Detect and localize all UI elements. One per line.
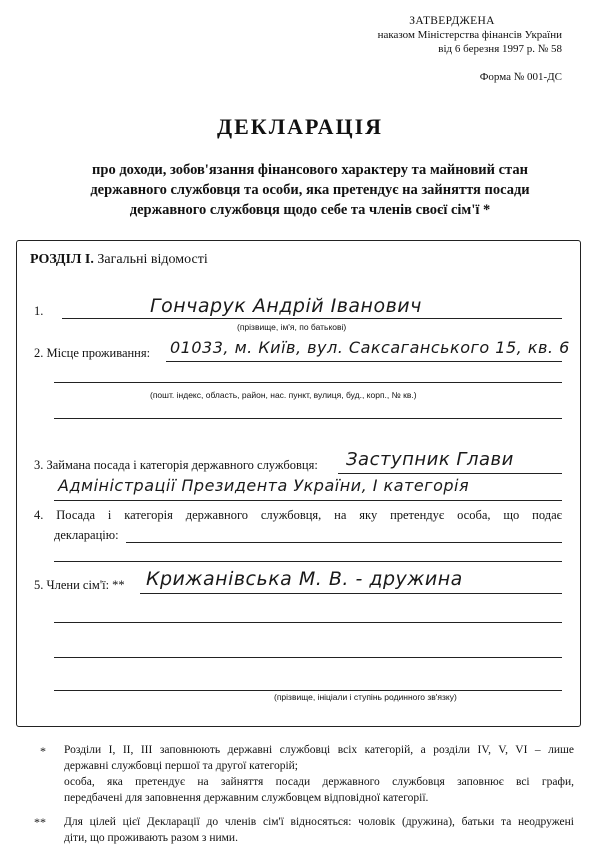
field-4-label-1: 4. Посада і категорія державного службовця, на яку претендує особа, що подає (34, 508, 562, 522)
field-3-line-2 (54, 500, 562, 501)
field-1-line (62, 318, 562, 319)
footnote-2-line-2: діти, що проживають разом з ними. (64, 832, 238, 844)
field-3-value-1[interactable]: Заступник Глави (346, 449, 514, 470)
field-5-label: 5. Члени сім'ї: ** (34, 578, 125, 592)
footnote-1-mark: * (40, 744, 46, 758)
field-5-line-3 (54, 657, 562, 658)
document-subtitle (40, 160, 580, 220)
field-1-number: 1. (34, 304, 44, 318)
footnote-2 (64, 814, 574, 846)
approval-stamp (302, 14, 562, 56)
field-3-label: 3. Займана посада і категорія державного службовця: (34, 458, 318, 472)
footnote-2-line-1: Для цілей цієї Декларації до членів сім'ї відносяться: чоловік (дружина), батьки та неодружені (64, 816, 574, 828)
field-5-line (140, 593, 562, 594)
section-heading (30, 252, 208, 268)
approved-date: від 6 березня 1997 р. № 58 (438, 43, 562, 55)
field-2-line-2 (54, 382, 562, 383)
field-5-value[interactable]: Крижанівська М. В. - дружина (146, 568, 463, 590)
document-title: ДЕКЛАРАЦІЯ (216, 114, 384, 139)
footnote-1 (64, 742, 574, 806)
field-3-line (338, 473, 562, 474)
approved-label: ЗАТВЕРДЖЕНА (409, 15, 495, 27)
field-2-value[interactable]: 01033, м. Київ, вул. Саксаганського 15, кв. 6 (170, 338, 570, 357)
section-title: Загальні відомості (97, 252, 208, 267)
footnote-1-line-1: Розділи І, ІІ, ІІІ заповнюють державні службовці всіх категорій, а розділи IV, V, VI – лише (64, 744, 574, 756)
subtitle-line-2: державного службовця та особи, яка претендує на зайняття посади (90, 182, 530, 198)
field-2-line-3 (54, 418, 562, 419)
section-label: РОЗДІЛ І. (30, 252, 94, 267)
field-4-label-2: декларацію: (54, 528, 119, 542)
field-5-line-2 (54, 622, 562, 623)
footnote-2-mark: ** (34, 815, 46, 829)
field-2-label: 2. Місце проживання: (34, 346, 151, 360)
field-1-caption: (прізвище, ім'я, по батькові) (237, 322, 347, 332)
field-3-value-2[interactable]: Адміністрації Президента України, І категорія (58, 476, 470, 495)
field-2-caption: (пошт. індекс, область, район, нас. пункт, вулиця, буд., корп., № кв.) (150, 390, 417, 400)
approved-order: наказом Міністерства фінансів України (377, 29, 562, 41)
field-2-line (166, 361, 562, 362)
subtitle-line-1: про доходи, зобов'язання фінансового характеру та майновий стан (92, 162, 528, 178)
form-number: Форма № 001-ДС (479, 71, 562, 83)
field-5-caption: (прізвище, ініціали і ступінь родинного зв'язку) (274, 692, 457, 702)
footnote-1-line-2: державні службовці першої та другої категорій; (64, 760, 299, 772)
field-5-line-4 (54, 690, 562, 691)
footnote-1-line-4: передбачені для заповнення державним службовцем відповідної категорії. (64, 792, 429, 804)
field-4-line (126, 542, 562, 543)
footnote-1-line-3: особа, яка претендує на зайняття посади державного службовця заповнює всі графи, (64, 776, 574, 788)
subtitle-line-3: державного службовця щодо себе та членів своєї сім'ї * (129, 202, 491, 218)
field-4-line-2 (54, 561, 562, 562)
field-1-value[interactable]: Гончарук Андрій Іванович (150, 295, 422, 317)
